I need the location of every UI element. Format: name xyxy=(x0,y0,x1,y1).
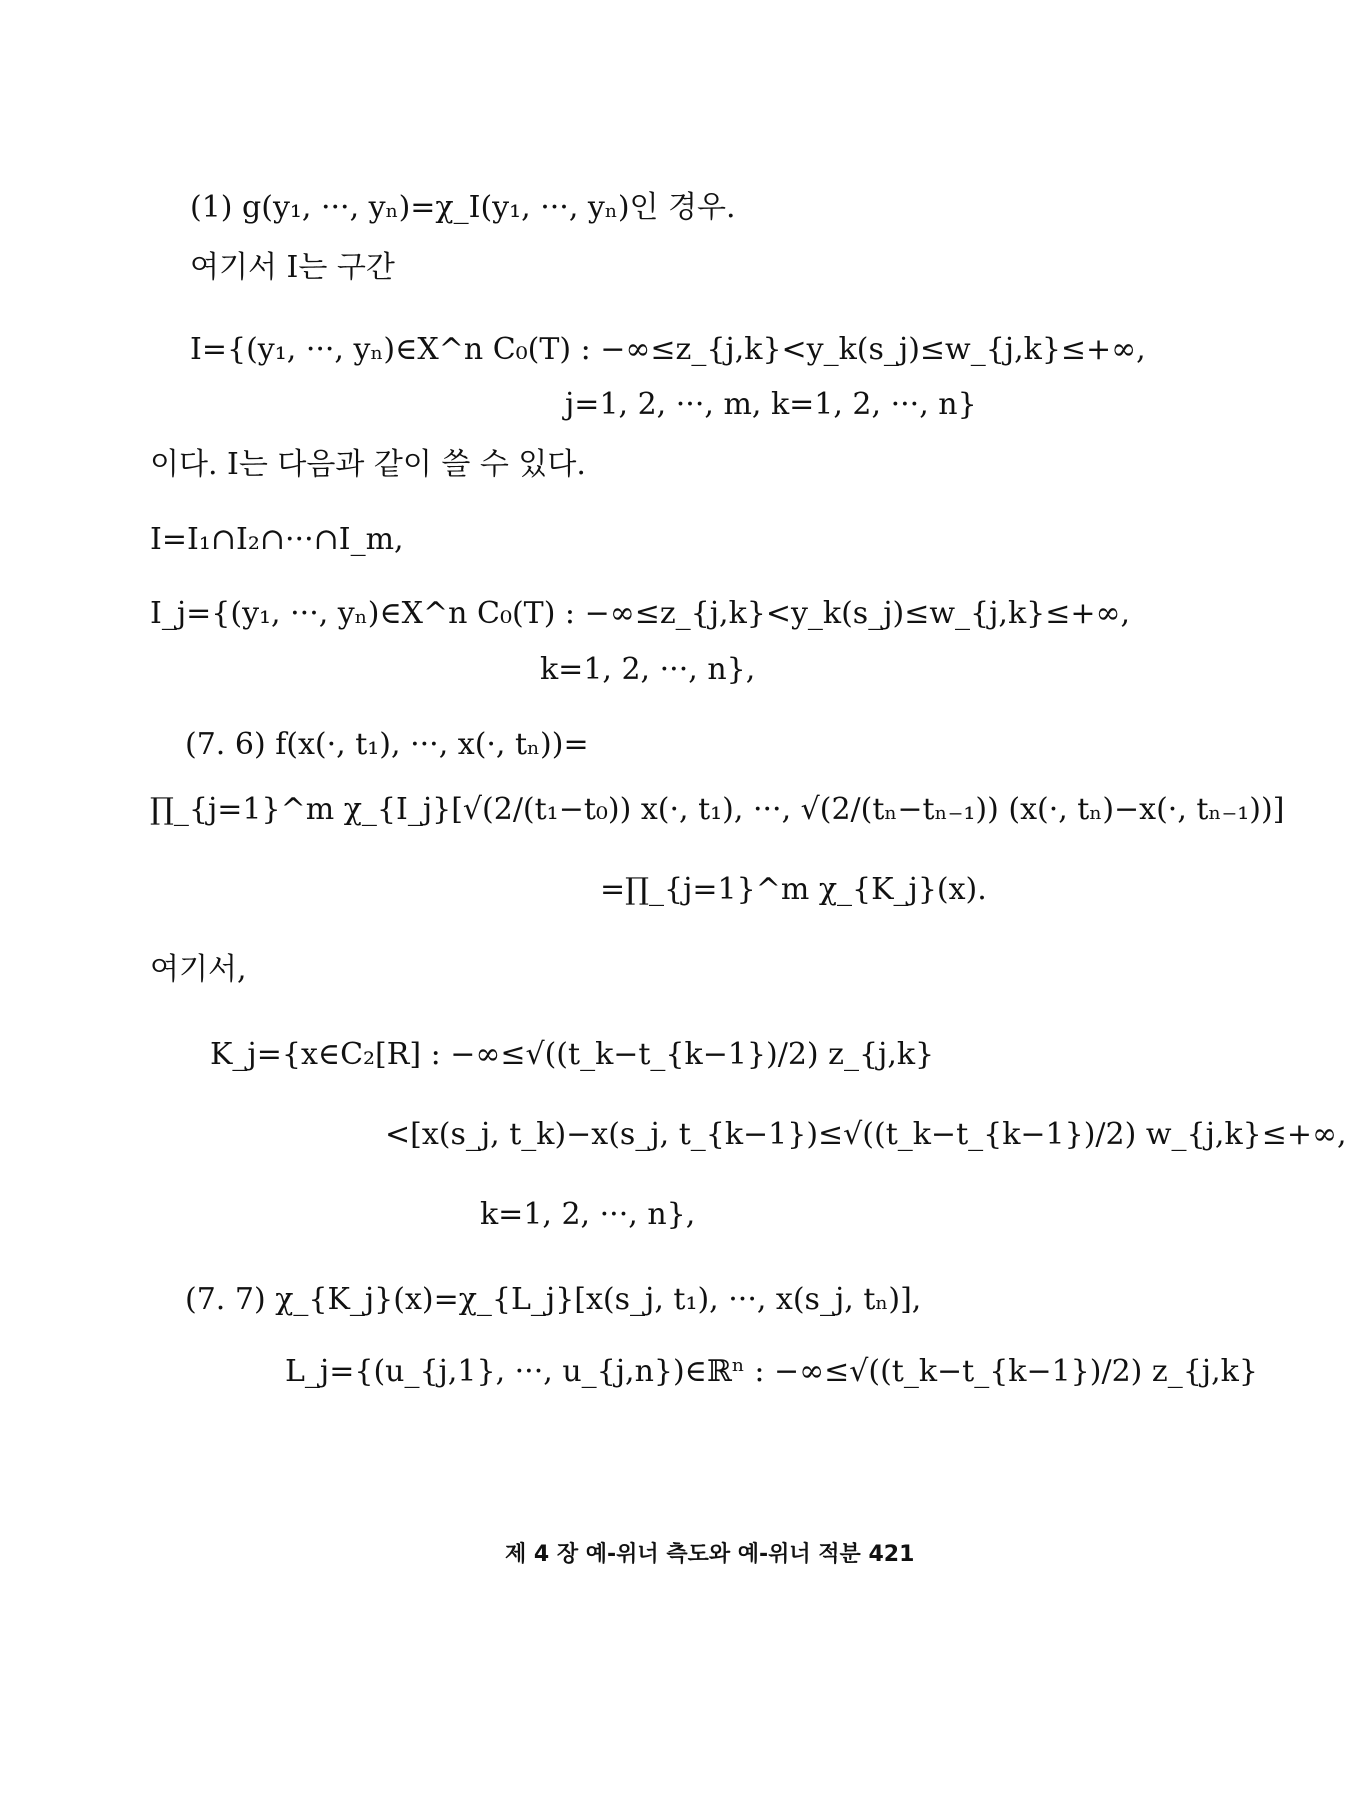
eq-Kj-line2: <[x(s_j, t_k)−x(s_j, t_{k−1})≤√((t_k−t_{k−1})/2) w_{j,k}≤+∞, xyxy=(385,1117,1347,1152)
eq-Ij-line1: I_j={(y₁, ···, yₙ)∈X^n C₀(T) : −∞≤z_{j,k}<y_k(s_j)≤w_{j,k}≤+∞, xyxy=(150,596,1131,631)
eq-7-6-line2: ∏_{j=1}^m χ_{I_j}[√(2/(t₁−t₀)) x(·, t₁), ···, √(2/(tₙ−tₙ₋₁)) (x(·, tₙ)−x(·, tₙ₋₁))] xyxy=(150,792,1285,827)
eq-Kj-line1: K_j={x∈C₂[R] : −∞≤√((t_k−t_{k−1})/2) z_{j,k} xyxy=(210,1037,935,1072)
eq-Lj-line1: L_j={(u_{j,1}, ···, u_{j,n})∈ℝⁿ : −∞≤√((t_k−t_{k−1})/2) z_{j,k} xyxy=(285,1354,1258,1389)
text-where: 여기서, xyxy=(150,952,247,987)
eq-interval-I-line1: I={(y₁, ···, yₙ)∈X^n C₀(T) : −∞≤z_{j,k}<y_k(s_j)≤w_{j,k}≤+∞, xyxy=(190,332,1146,367)
text-decomposition: 이다. I는 다음과 같이 쓸 수 있다. xyxy=(150,447,586,482)
eq-intersection: I=I₁∩I₂∩···∩I_m, xyxy=(150,522,404,557)
eq-7-6-line3: =∏_{j=1}^m χ_{K_j}(x). xyxy=(600,872,987,907)
page-footer: 제 4 장 예-위너 측도와 예-위너 적분 421 xyxy=(505,1542,915,1567)
eq-7-6-line1: (7. 6) f(x(·, t₁), ···, x(·, tₙ))= xyxy=(185,727,589,762)
eq-interval-I-line2: j=1, 2, ···, m, k=1, 2, ···, n} xyxy=(565,387,977,422)
eq-7-7: (7. 7) χ_{K_j}(x)=χ_{L_j}[x(s_j, t₁), ···, x(s_j, tₙ)], xyxy=(185,1282,922,1317)
text-interval-intro: 여기서 I는 구간 xyxy=(190,250,395,285)
eq-Kj-line3: k=1, 2, ···, n}, xyxy=(480,1197,696,1232)
case-1-heading: (1) g(y₁, ···, yₙ)=χ_I(y₁, ···, yₙ)인 경우. xyxy=(190,190,736,225)
eq-Ij-line2: k=1, 2, ···, n}, xyxy=(540,652,756,687)
